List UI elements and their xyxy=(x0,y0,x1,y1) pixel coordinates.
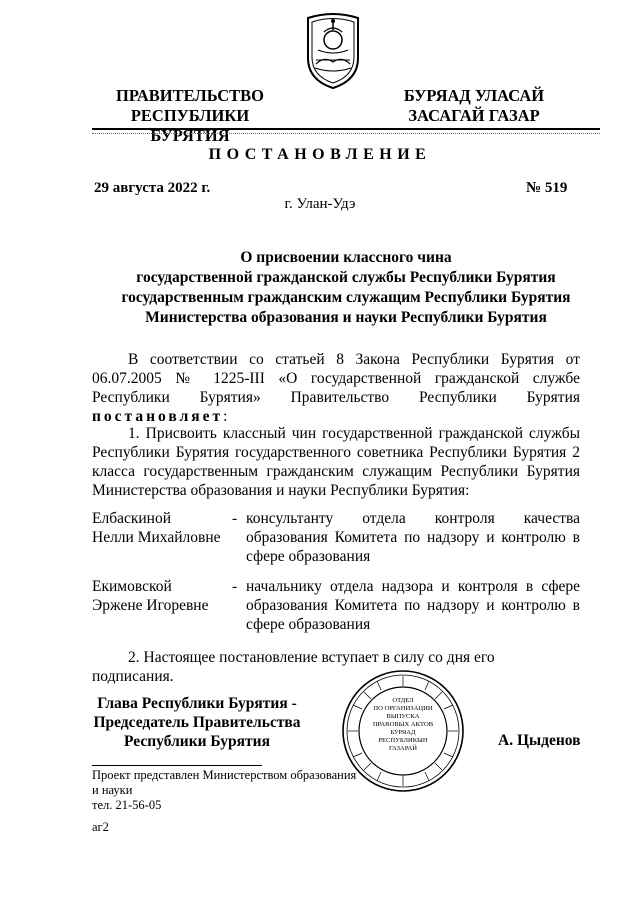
stamp-line7: ГАЗАРАЙ xyxy=(388,745,418,752)
person-1-given-name: Нелли Михайловне xyxy=(92,529,221,546)
header-left xyxy=(90,86,290,146)
person-2-surname: Екимовской xyxy=(92,578,172,595)
person-1-name xyxy=(92,509,232,547)
clause-1-paragraph: 1. Присвоить классный чин государственной гражданской службы Республики Бурятия государственного советника Республики Бурятия 2 класса государственным гражданским служащим Республики Бурятия Министерства образования и науки Республики Бурятия: xyxy=(92,425,580,499)
person-2-given-name: Эржене Игоревне xyxy=(92,597,209,614)
person-1-surname: Елбаскиной xyxy=(92,510,172,527)
footnote xyxy=(92,768,392,813)
preamble-text: В соответствии со статьей 8 Закона Республики Бурятия от 06.07.2005 № 1225-III «О государственной гражданской службе Республики Бурятия» Правительство Республики Бурятия xyxy=(92,351,580,406)
preamble-paragraph xyxy=(92,350,580,426)
person-1-dash: - xyxy=(232,510,238,527)
document-city: г. Улан-Удэ xyxy=(284,196,356,212)
header-right xyxy=(394,86,554,126)
stamp-line1: ОТДЕЛ xyxy=(392,697,414,704)
stamp-line3: ВЫПУСКА xyxy=(386,713,420,720)
footnote-line3: тел. 21-56-05 xyxy=(92,798,162,812)
subject-line4: Министерства образования и науки Республики Бурятия xyxy=(145,309,547,326)
header-left-line1: ПРАВИТЕЛЬСТВО xyxy=(116,86,264,105)
document-code: аг2 xyxy=(92,820,109,834)
header-divider-thick xyxy=(92,128,600,130)
person-1-position: консультанту отдела контроля качества образования Комитета по надзору и контролю в сфере образования xyxy=(246,510,580,565)
document-date: 29 августа 2022 г. xyxy=(94,180,211,196)
signer-name: А. Цыденов xyxy=(498,732,581,749)
preamble-end: : xyxy=(223,408,228,425)
footnote-line2: и науки xyxy=(92,783,133,797)
person-2-dash: - xyxy=(232,578,238,595)
clause-2-paragraph: 2. Настоящее постановление вступает в силу со дня его подписания. xyxy=(92,649,495,685)
person-2-position: начальнику отдела надзора и контроля в сфере образования Комитета по надзору и контролю в сфере образования xyxy=(246,578,580,633)
signature-title xyxy=(92,694,302,751)
signature-title-line3: Республики Бурятия xyxy=(124,733,270,750)
document-type-title: ПОСТАНОВЛЕНИЕ xyxy=(208,146,432,163)
coat-of-arms-emblem xyxy=(302,10,364,90)
subject-line2: государственной гражданской службы Республики Бурятия xyxy=(136,269,556,286)
footnote-divider xyxy=(92,765,262,766)
header-left-line2: РЕСПУБЛИКИ БУРЯТИЯ xyxy=(130,106,250,145)
subject-line1: О присвоении классного чина xyxy=(240,249,452,266)
footnote-line1: Проект представлен Министерством образования xyxy=(92,768,357,782)
stamp-line2: ПО ОРГАНИЗАЦИИ xyxy=(373,705,433,712)
preamble-emphasis: постановляет xyxy=(92,408,224,425)
stamp-line6: РЕСПУБЛИКЫН xyxy=(378,737,428,744)
signature-title-line2: Председатель Правительства xyxy=(93,714,301,731)
stamp-line5: БУРЯАД xyxy=(390,729,416,736)
subject-line3: государственным гражданским служащим Республики Бурятия xyxy=(121,289,571,306)
header-right-line1: БУРЯАД УЛАСАЙ xyxy=(403,86,545,105)
header-right-line2: ЗАСАГАЙ ГАЗАР xyxy=(408,106,540,125)
stamp-line4: ПРАВОВЫХ АКТОВ xyxy=(372,721,434,728)
document-number: № 519 xyxy=(526,180,568,196)
signature-title-line1: Глава Республики Бурятия - xyxy=(97,695,297,712)
header-divider-thin xyxy=(92,133,600,134)
person-2-name xyxy=(92,577,232,615)
document-subject xyxy=(92,248,600,328)
